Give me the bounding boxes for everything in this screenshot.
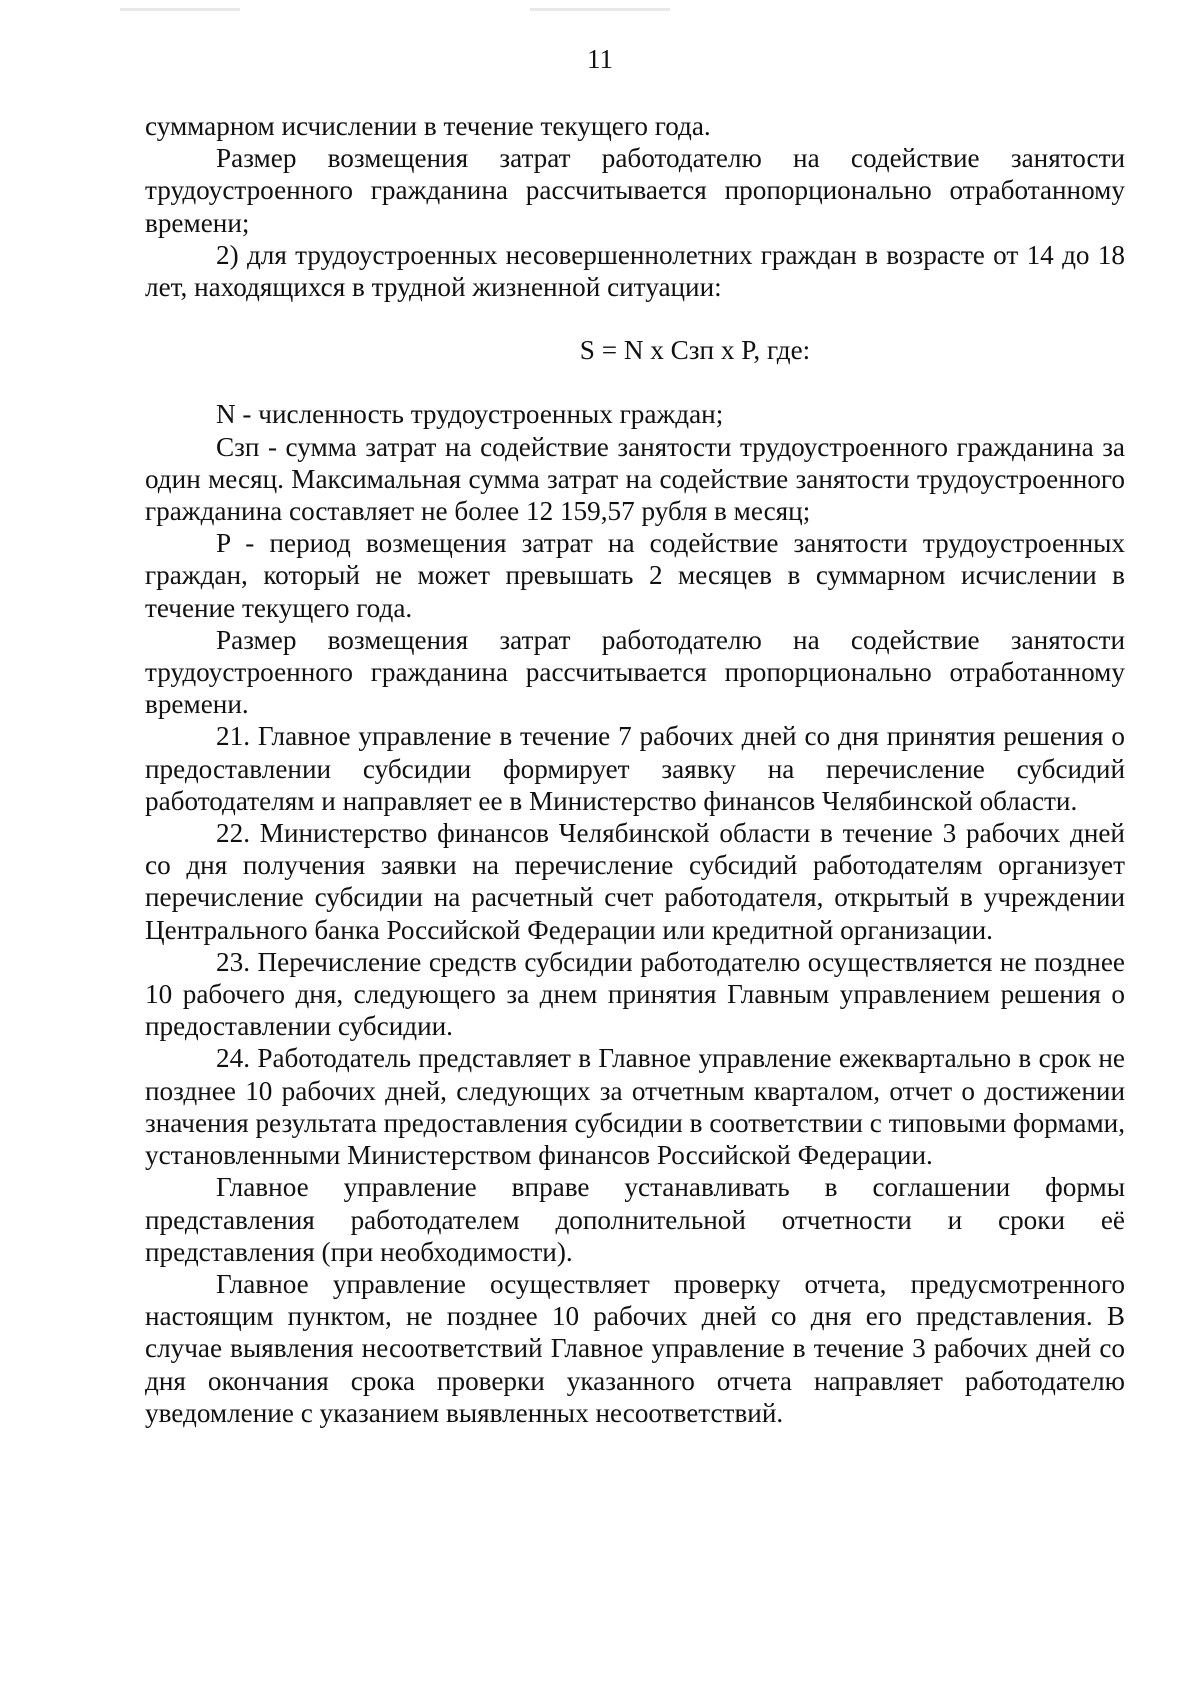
paragraph: Размер возмещения затрат работодателю на содействие занятости трудоустроенного гражданина рассчитывается пропорционально отработанному времени. (145, 624, 1125, 720)
paragraph: Главное управление вправе устанавливать в соглашении формы представления работодателем дополнительной отчетности и сроки её представления (при необходимости). (145, 1172, 1125, 1267)
paragraph: суммарном исчислении в течение текущего года. (145, 111, 711, 141)
paragraph: 23. Перечисление средств субсидии работодателю осуществляется не позднее 10 рабочего дня, следующего за днем принятия Главным управлением решения о предоставлении субсидии. (145, 946, 1125, 1042)
scan-artifact (530, 8, 670, 11)
paragraph: 22. Министерство финансов Челябинской области в течение 3 рабочих дней со дня получения заявки на перечисление субсидий работодателям организует перечисление субсидии на расчетный счет работодателя, открытый в учреждении Центрального банка Российской Федерации или кредитной организации. (145, 818, 1125, 945)
paragraph: P - период возмещения затрат на содействие занятости трудоустроенных граждан, который не может превышать 2 месяцев в суммарном исчислении в течение текущего года. (145, 528, 1125, 623)
paragraph: N - численность трудоустроенных граждан; (216, 399, 724, 430)
paragraph: Размер возмещения затрат работодателю на содействие занятости трудоустроенного гражданина рассчитывается пропорционально отработанному времени; (145, 143, 1125, 238)
document-body (145, 110, 1125, 1429)
scan-artifact (120, 8, 240, 11)
formula: S = N x Сзп x P, где: (579, 335, 811, 366)
page-number: 11 (587, 44, 613, 74)
paragraph: Сзп - сумма затрат на содействие занятости трудоустроенного гражданина за один месяц. Максимальная сумма затрат на содействие занятости трудоустроенного гражданина составляет не более 12 159,57 рубля в месяц; (145, 431, 1125, 527)
paragraph: Главное управление осуществляет проверку отчета, предусмотренного настоящим пунктом, не позднее 10 рабочих дней со дня его представления. В случае выявления несоответствий Главное управление в течение 3 рабочих дней со дня окончания срока проверки указанного отчета направляет работодателю уведомление с указанием выявленных несоответствий. (145, 1268, 1125, 1428)
paragraph: 24. Работодатель представляет в Главное управление ежеквартально в срок не позднее 10 рабочих дней, следующих за отчетным кварталом, отчет о достижении значения результата предоставления субсидии в соответствии с типовыми формами, установленными Министерством финансов Российской Федерации. (145, 1043, 1125, 1171)
paragraph: 21. Главное управление в течение 7 рабочих дней со дня принятия решения о предоставлении субсидии формирует заявку на перечисление субсидий работодателям и направляет ее в Министерство финансов Челябинской области. (145, 721, 1125, 816)
paragraph: 2) для трудоустроенных несовершеннолетних граждан в возрасте от 14 до 18 лет, находящихся в трудной жизненной ситуации: (145, 239, 1125, 303)
